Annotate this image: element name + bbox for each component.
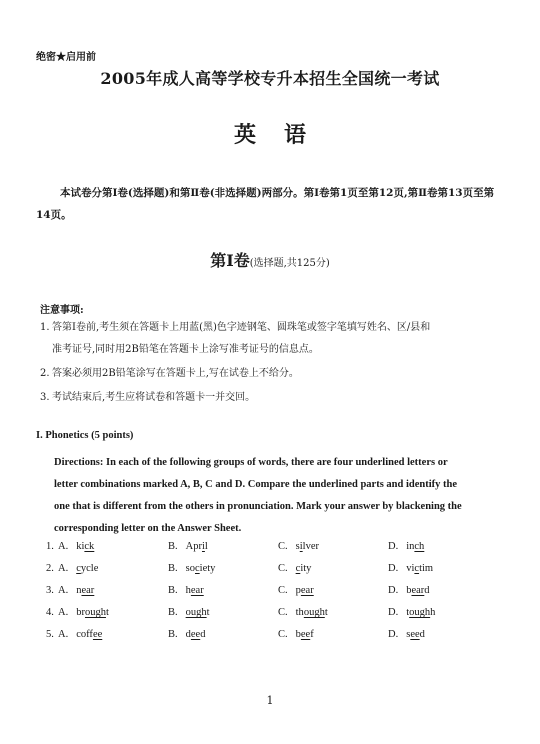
word-part: f bbox=[310, 629, 314, 640]
directions-line: one that is different from the others in pronunciation. Mark your answer by blackening the bbox=[54, 501, 462, 512]
answer-option bbox=[168, 607, 210, 618]
word-part: d bbox=[185, 629, 191, 640]
question-row bbox=[46, 541, 516, 557]
option-letter: B. bbox=[168, 585, 178, 596]
underlined-letters: c bbox=[295, 563, 301, 574]
option-letter: D. bbox=[388, 541, 399, 552]
subject-title: 英语 bbox=[233, 122, 334, 148]
word-part: tim bbox=[419, 563, 434, 574]
word-part: h bbox=[185, 585, 191, 596]
question-row bbox=[46, 585, 516, 601]
answer-option bbox=[58, 607, 109, 618]
part-title-sub: (选择题,共125分) bbox=[249, 258, 330, 269]
answer-option bbox=[58, 541, 94, 552]
underlined-letters: ee bbox=[190, 629, 201, 640]
word-part: s bbox=[295, 541, 300, 552]
answer-option bbox=[278, 607, 328, 618]
answer-option bbox=[168, 629, 205, 640]
option-letter: D. bbox=[388, 585, 399, 596]
word-part: th bbox=[295, 607, 304, 618]
underlined-letters: ear bbox=[411, 585, 425, 596]
underlined-letters: ough bbox=[409, 607, 431, 618]
answer-option bbox=[388, 541, 424, 552]
word-part: d bbox=[424, 585, 430, 596]
underlined-letters: i bbox=[201, 541, 205, 552]
answer-option bbox=[388, 607, 435, 618]
answer-option bbox=[168, 585, 204, 596]
option-letter: B. bbox=[168, 629, 178, 640]
note-text: 答第Ⅰ卷前,考生须在答题卡上用蓝(黑)色字迹钢笔、圆珠笔或签字笔填写姓名、区/县和 bbox=[52, 322, 431, 333]
word-part: s bbox=[406, 629, 411, 640]
directions-line: Directions: In each of the following groups of words, there are four underlined letters or bbox=[54, 457, 448, 468]
question-row bbox=[46, 607, 516, 623]
question-number: 4. bbox=[46, 607, 54, 618]
word-part: n bbox=[76, 585, 82, 596]
word-part: iety bbox=[199, 563, 216, 574]
underlined-letters: ough bbox=[84, 607, 106, 618]
word-part: vi bbox=[406, 563, 415, 574]
answer-option bbox=[168, 541, 208, 552]
word-part: h bbox=[430, 607, 436, 618]
question-row bbox=[46, 563, 516, 579]
question-number: 1. bbox=[46, 541, 54, 552]
underlined-letters: ee bbox=[300, 629, 311, 640]
word-part: ity bbox=[300, 563, 312, 574]
note-number: 2. bbox=[40, 368, 50, 379]
option-letter: B. bbox=[168, 541, 178, 552]
word-part: t bbox=[324, 607, 328, 618]
word-part: coff bbox=[76, 629, 93, 640]
word-part: t bbox=[406, 607, 410, 618]
option-letter: C. bbox=[278, 563, 288, 574]
answer-option bbox=[278, 585, 314, 596]
note-item bbox=[40, 366, 508, 382]
option-letter: A. bbox=[58, 541, 69, 552]
word-part: so bbox=[185, 563, 195, 574]
underlined-letters: ck bbox=[84, 541, 95, 552]
word-part: b bbox=[295, 629, 301, 640]
word-part: d bbox=[200, 629, 206, 640]
note-text: 考试结束后,考生应将试卷和答题卡一并交回。 bbox=[52, 392, 256, 403]
directions-line: corresponding letter on the Answer Sheet. bbox=[54, 523, 242, 534]
note-continuation: 准考证号,同时用2B铅笔在答题卡上涂写准考证号的信息点。 bbox=[52, 344, 319, 355]
word-part: Apr bbox=[185, 541, 202, 552]
option-letter: D. bbox=[388, 563, 399, 574]
option-letter: B. bbox=[168, 607, 178, 618]
exam-title: 2005年成人高等学校专升本招生全国统一考试 bbox=[100, 69, 440, 88]
underlined-letters: c bbox=[414, 563, 420, 574]
note-number: 1. bbox=[40, 322, 50, 333]
notes-heading: 注意事项: bbox=[40, 305, 84, 316]
question-number: 2. bbox=[46, 563, 54, 574]
underlined-letters: ee bbox=[410, 629, 420, 640]
option-letter: C. bbox=[278, 541, 288, 552]
directions-line: letter combinations marked A, B, C and D. Compare the underlined parts and identify the bbox=[54, 479, 458, 490]
option-letter: D. bbox=[388, 629, 399, 640]
option-letter: C. bbox=[278, 585, 288, 596]
word-part: t bbox=[105, 607, 109, 618]
note-number: 3. bbox=[40, 392, 50, 403]
note-text: 答案必须用2B铅笔涂写在答题卡上,写在试卷上不给分。 bbox=[52, 368, 299, 379]
underlined-letters: ee bbox=[92, 629, 103, 640]
underlined-letters: ough bbox=[303, 607, 325, 618]
option-letter: C. bbox=[278, 607, 288, 618]
underlined-letters: ough bbox=[185, 607, 207, 618]
answer-option bbox=[58, 629, 102, 640]
option-letter: A. bbox=[58, 629, 69, 640]
confidential-label: 绝密★启用前 bbox=[36, 52, 96, 63]
part-title-main: 第Ⅰ卷 bbox=[210, 251, 250, 270]
answer-option bbox=[58, 563, 98, 574]
underlined-letters: ch bbox=[414, 541, 425, 552]
underlined-letters: i bbox=[299, 541, 303, 552]
word-part: l bbox=[204, 541, 208, 552]
note-item bbox=[40, 320, 508, 358]
underlined-letters: c bbox=[76, 563, 81, 574]
section-heading-phonetics: I. Phonetics (5 points) bbox=[36, 430, 134, 441]
question-number: 3. bbox=[46, 585, 54, 596]
question-number: 5. bbox=[46, 629, 54, 640]
underlined-letters: c bbox=[194, 563, 200, 574]
option-letter: D. bbox=[388, 607, 399, 618]
answer-option bbox=[278, 563, 311, 574]
answer-option bbox=[388, 563, 433, 574]
option-letter: B. bbox=[168, 563, 178, 574]
answer-option bbox=[58, 585, 94, 596]
option-letter: C. bbox=[278, 629, 288, 640]
word-part: d bbox=[419, 629, 425, 640]
word-part: t bbox=[206, 607, 210, 618]
option-letter: A. bbox=[58, 607, 69, 618]
word-part: in bbox=[406, 541, 415, 552]
word-part: p bbox=[295, 585, 301, 596]
question-row bbox=[46, 629, 516, 645]
option-letter: A. bbox=[58, 585, 69, 596]
page-number: 1 bbox=[266, 694, 274, 707]
word-part: br bbox=[76, 607, 85, 618]
underlined-letters: ear bbox=[300, 585, 314, 596]
answer-option bbox=[388, 629, 425, 640]
directions-text bbox=[54, 452, 508, 540]
option-letter: A. bbox=[58, 563, 69, 574]
word-part: b bbox=[406, 585, 412, 596]
answer-option bbox=[278, 629, 314, 640]
underlined-letters: ear bbox=[190, 585, 204, 596]
note-item bbox=[40, 390, 508, 406]
underlined-letters: ear bbox=[81, 585, 95, 596]
word-part: ki bbox=[76, 541, 85, 552]
word-part: lver bbox=[302, 541, 319, 552]
paper-intro: 本试卷分第Ⅰ卷(选择题)和第Ⅱ卷(非选择题)两部分。第Ⅰ卷第1页至第12页,第Ⅱ卷第13页至第14页。 bbox=[36, 187, 495, 221]
answer-option bbox=[278, 541, 319, 552]
part-title bbox=[0, 248, 540, 271]
word-part: ycle bbox=[80, 563, 99, 574]
answer-option bbox=[168, 563, 215, 574]
answer-option bbox=[388, 585, 430, 596]
